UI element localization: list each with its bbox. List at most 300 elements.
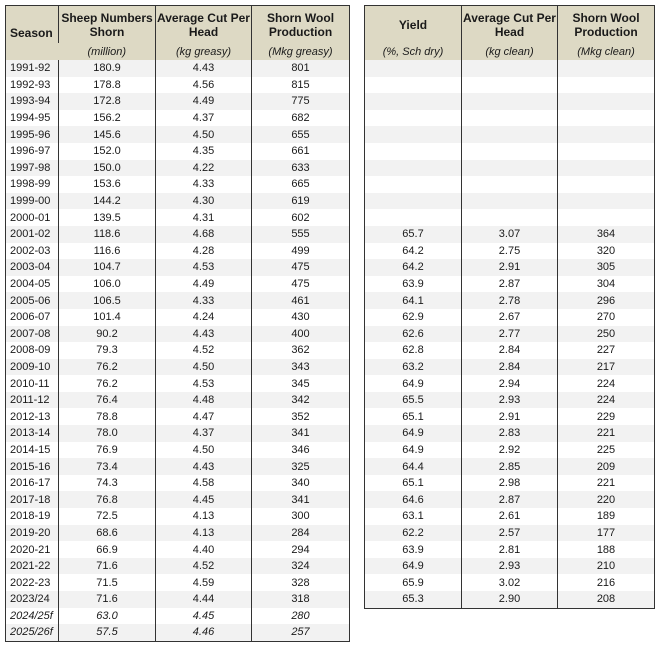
table-row — [6, 491, 350, 508]
cut-cell: 2.77 — [462, 326, 558, 343]
cut-cell: 4.33 — [156, 176, 252, 193]
season-cell: 1996-97 — [10, 145, 51, 158]
table-row — [365, 110, 655, 127]
sheep-cell: 106.5 — [59, 292, 156, 309]
sheep-cell: 101.4 — [59, 309, 156, 326]
cut-cell: 4.44 — [156, 591, 252, 608]
wool-cell: 304 — [558, 276, 655, 293]
season-cell: 1995-96 — [6, 126, 59, 143]
wool-cell — [558, 60, 655, 77]
cut-cell: 4.13 — [156, 508, 252, 525]
cut-cell: 4.43 — [156, 458, 252, 475]
season-cell: 1997-98 — [6, 160, 59, 177]
table-row — [6, 608, 350, 625]
wool-production-clean-header: Shorn Wool Production — [558, 6, 655, 44]
table-row — [6, 558, 350, 575]
season-cell: 1993-94 — [6, 93, 59, 110]
wool-cell — [558, 93, 655, 110]
table-row — [365, 126, 655, 143]
cut-cell: 4.24 — [156, 309, 252, 326]
sheep-cell: 71.5 — [59, 574, 156, 591]
season-cell: 2006-07 — [10, 311, 51, 324]
wool-cell: 341 — [252, 425, 350, 442]
season-cell: 2000-01 — [10, 211, 51, 224]
season-cell: 2013-14 — [6, 425, 59, 442]
yield-cell: 64.9 — [402, 377, 424, 390]
wool-cell: 280 — [252, 608, 350, 625]
cut-cell: 4.49 — [156, 276, 252, 293]
season-cell: 2016-17 — [10, 477, 51, 490]
table-row — [6, 359, 350, 376]
wool-cell — [558, 110, 655, 127]
wool-cell: 352 — [252, 408, 350, 425]
cut-cell: 4.13 — [156, 525, 252, 542]
yield-cell — [365, 193, 462, 210]
wool-cell: 341 — [252, 491, 350, 508]
sheep-cell: 139.5 — [59, 209, 156, 226]
wool-cell: 208 — [558, 591, 655, 608]
yield-cell — [365, 60, 462, 77]
cut-cell: 4.52 — [156, 558, 252, 575]
cut-cell: 4.30 — [156, 193, 252, 210]
wool-cell: 318 — [252, 591, 350, 608]
cut-cell: 2.84 — [462, 359, 558, 376]
cut-cell: 2.84 — [462, 342, 558, 359]
avg-cut-greasy-header: Average Cut Per Head — [156, 6, 252, 44]
cut-cell: 4.46 — [156, 624, 252, 641]
table-row — [6, 176, 350, 193]
cut-cell: 2.57 — [462, 525, 558, 542]
cut-cell: 4.45 — [156, 608, 252, 625]
table-row — [6, 458, 350, 475]
season-cell: 2024/25f — [10, 609, 53, 622]
table-row — [365, 176, 655, 193]
sheep-cell: 78.0 — [59, 425, 156, 442]
cut-cell: 2.94 — [462, 375, 558, 392]
yield-cell: 62.9 — [402, 311, 424, 324]
season-cell: 2023/24 — [6, 591, 59, 608]
cut-cell: 4.37 — [156, 110, 252, 127]
wool-cell: 343 — [252, 359, 350, 376]
wool-cell: 250 — [558, 326, 655, 343]
wool-cell: 325 — [252, 458, 350, 475]
season-header: Season — [6, 6, 59, 61]
wool-cell: 346 — [252, 442, 350, 459]
yield-cell: 64.2 — [402, 244, 424, 257]
cut-cell: 2.92 — [462, 442, 558, 459]
yield-cell: 65.1 — [402, 477, 424, 490]
sheep-cell: 76.2 — [59, 359, 156, 376]
table-row — [6, 126, 350, 143]
season-cell: 2014-15 — [10, 443, 51, 456]
sheep-cell: 76.9 — [59, 442, 156, 459]
sheep-cell: 73.4 — [59, 458, 156, 475]
wool-cell — [558, 209, 655, 226]
cut-cell: 4.43 — [156, 60, 252, 77]
cut-cell: 2.98 — [462, 475, 558, 492]
sheep-numbers-unit: (million) — [59, 43, 156, 60]
cut-cell: 4.47 — [156, 408, 252, 425]
wool-cell: 362 — [252, 342, 350, 359]
wool-cell: 270 — [558, 309, 655, 326]
wool-cell: 221 — [558, 425, 655, 442]
cut-cell: 4.33 — [156, 292, 252, 309]
yield-cell: 63.9 — [402, 543, 424, 556]
table-row — [365, 309, 655, 326]
cut-cell — [462, 143, 558, 160]
cut-cell: 2.75 — [462, 243, 558, 260]
cut-cell: 4.37 — [156, 425, 252, 442]
sheep-cell: 178.8 — [59, 77, 156, 94]
table-row — [6, 475, 350, 492]
wool-cell: 305 — [558, 259, 655, 276]
yield-cell — [365, 126, 462, 143]
cut-cell — [462, 110, 558, 127]
sheep-cell: 57.5 — [59, 624, 156, 641]
yield-cell: 64.6 — [365, 491, 462, 508]
table-row — [365, 525, 655, 542]
cut-cell: 4.52 — [156, 342, 252, 359]
wool-production-clean-unit: (Mkg clean) — [558, 43, 655, 60]
table-row — [365, 491, 655, 508]
table-row — [6, 143, 350, 160]
avg-cut-clean-unit: (kg clean) — [462, 43, 558, 60]
season-cell: 2012-13 — [10, 410, 51, 423]
wool-cell: 320 — [558, 243, 655, 260]
cut-cell: 4.53 — [156, 375, 252, 392]
yield-cell: 63.2 — [365, 359, 462, 376]
season-cell: 2015-16 — [6, 458, 59, 475]
table-row — [365, 475, 655, 492]
wool-cell: 216 — [558, 574, 655, 591]
wool-cell: 210 — [558, 558, 655, 575]
table-row — [6, 408, 350, 425]
yield-cell: 65.7 — [365, 226, 462, 243]
wool-cell — [558, 176, 655, 193]
table-row — [6, 60, 350, 77]
wool-cell: 296 — [558, 292, 655, 309]
sheep-cell: 106.0 — [59, 276, 156, 293]
cut-cell: 4.35 — [156, 143, 252, 160]
wool-cell: 220 — [558, 491, 655, 508]
cut-cell: 4.59 — [156, 574, 252, 591]
yield-cell: 62.8 — [402, 344, 424, 357]
greasy-wool-table — [5, 5, 350, 642]
cut-cell: 4.50 — [156, 359, 252, 376]
sheep-cell: 68.6 — [59, 525, 156, 542]
yield-cell: 65.3 — [365, 591, 462, 608]
wool-cell: 499 — [252, 243, 350, 260]
sheep-cell: 71.6 — [59, 558, 156, 575]
wool-cell: 555 — [252, 226, 350, 243]
sheep-cell: 104.7 — [59, 259, 156, 276]
table-row — [365, 591, 655, 608]
season-cell: 2018-19 — [10, 510, 51, 523]
season-cell: 2019-20 — [6, 525, 59, 542]
cut-cell: 2.81 — [462, 541, 558, 558]
table-row — [365, 276, 655, 293]
cut-cell: 4.48 — [156, 392, 252, 409]
table-row — [6, 624, 350, 641]
sheep-cell: 63.0 — [59, 608, 156, 625]
wool-cell: 619 — [252, 193, 350, 210]
wool-cell: 177 — [558, 525, 655, 542]
cut-cell: 3.02 — [462, 574, 558, 591]
sheep-cell: 79.3 — [59, 342, 156, 359]
table-row — [6, 508, 350, 525]
avg-cut-greasy-unit: (kg greasy) — [156, 43, 252, 60]
table-row — [6, 160, 350, 177]
table-row — [365, 193, 655, 210]
yield-header: Yield — [365, 6, 462, 44]
table-row — [6, 425, 350, 442]
table-row — [6, 292, 350, 309]
cut-cell: 4.49 — [156, 93, 252, 110]
sheep-cell: 76.4 — [59, 392, 156, 409]
table-row — [365, 259, 655, 276]
cut-cell: 2.93 — [462, 558, 558, 575]
cut-cell: 4.50 — [156, 126, 252, 143]
sheep-cell: 172.8 — [59, 93, 156, 110]
cut-cell — [462, 77, 558, 94]
season-cell: 2010-11 — [10, 377, 50, 390]
sheep-cell: 76.8 — [59, 491, 156, 508]
yield-cell: 62.2 — [365, 525, 462, 542]
table-row — [365, 77, 655, 94]
yield-cell — [365, 209, 462, 226]
table-row — [365, 226, 655, 243]
sheep-cell: 180.9 — [59, 60, 156, 77]
clean-wool-table — [364, 5, 655, 609]
wool-cell: 225 — [558, 442, 655, 459]
cut-cell: 4.58 — [156, 475, 252, 492]
sheep-cell: 144.2 — [59, 193, 156, 210]
wool-cell: 224 — [558, 375, 655, 392]
table-row — [365, 359, 655, 376]
wool-cell: 345 — [252, 375, 350, 392]
wool-cell: 461 — [252, 292, 350, 309]
table-row — [6, 276, 350, 293]
cut-cell — [462, 126, 558, 143]
cut-cell — [462, 176, 558, 193]
cut-cell: 2.61 — [462, 508, 558, 525]
yield-cell: 63.9 — [402, 278, 424, 291]
season-cell: 2007-08 — [6, 326, 59, 343]
yield-cell: 65.1 — [402, 410, 424, 423]
yield-cell: 64.4 — [365, 458, 462, 475]
yield-cell — [365, 176, 462, 193]
sheep-cell: 71.6 — [59, 591, 156, 608]
cut-cell: 2.90 — [462, 591, 558, 608]
table-row — [365, 408, 655, 425]
season-cell: 2009-10 — [6, 359, 59, 376]
season-cell: 1992-93 — [10, 78, 51, 91]
wool-cell: 257 — [252, 624, 350, 641]
table-row — [6, 541, 350, 558]
wool-cell: 340 — [252, 475, 350, 492]
cut-cell — [462, 160, 558, 177]
cut-cell: 4.43 — [156, 326, 252, 343]
wool-cell: 815 — [252, 77, 350, 94]
wool-cell: 227 — [558, 342, 655, 359]
table-row — [6, 591, 350, 608]
wool-cell: 300 — [252, 508, 350, 525]
cut-cell: 4.56 — [156, 77, 252, 94]
wool-cell: 430 — [252, 309, 350, 326]
cut-cell: 4.22 — [156, 160, 252, 177]
yield-cell: 64.9 — [402, 443, 424, 456]
table-row — [6, 226, 350, 243]
table-row — [365, 243, 655, 260]
yield-cell: 64.9 — [365, 558, 462, 575]
table-row — [365, 425, 655, 442]
season-cell: 1991-92 — [6, 60, 59, 77]
wool-cell: 324 — [252, 558, 350, 575]
sheep-cell: 150.0 — [59, 160, 156, 177]
table-row — [6, 309, 350, 326]
sheep-cell: 152.0 — [59, 143, 156, 160]
cut-cell: 2.91 — [462, 259, 558, 276]
cut-cell: 4.31 — [156, 209, 252, 226]
table-row — [365, 392, 655, 409]
table-row — [365, 209, 655, 226]
yield-cell: 64.1 — [365, 292, 462, 309]
table-row — [6, 93, 350, 110]
wool-cell: 801 — [252, 60, 350, 77]
wool-cell: 217 — [558, 359, 655, 376]
sheep-cell: 118.6 — [59, 226, 156, 243]
season-cell: 2022-23 — [10, 576, 51, 589]
table-row — [6, 259, 350, 276]
wool-production-greasy-header: Shorn Wool Production — [252, 6, 350, 44]
table-row — [6, 110, 350, 127]
wool-cell: 661 — [252, 143, 350, 160]
table-row — [6, 209, 350, 226]
wool-cell: 602 — [252, 209, 350, 226]
table-row — [6, 77, 350, 94]
wool-cell: 221 — [558, 475, 655, 492]
yield-cell: 65.5 — [365, 392, 462, 409]
table-row — [365, 160, 655, 177]
season-cell: 2005-06 — [6, 292, 59, 309]
cut-cell: 2.83 — [462, 425, 558, 442]
sheep-cell: 78.8 — [59, 408, 156, 425]
table-row — [365, 326, 655, 343]
table-row — [6, 375, 350, 392]
table-row — [6, 392, 350, 409]
table-row — [365, 342, 655, 359]
season-cell: 2008-09 — [10, 344, 51, 357]
table-row — [6, 243, 350, 260]
table-row — [6, 193, 350, 210]
table-row — [365, 93, 655, 110]
cut-cell: 4.45 — [156, 491, 252, 508]
wool-cell: 189 — [558, 508, 655, 525]
wool-cell: 633 — [252, 160, 350, 177]
table-row — [6, 442, 350, 459]
season-cell: 2001-02 — [6, 226, 59, 243]
wool-cell: 188 — [558, 541, 655, 558]
cut-cell: 4.53 — [156, 259, 252, 276]
yield-cell — [365, 93, 462, 110]
yield-cell: 63.1 — [402, 510, 424, 523]
table-row — [365, 143, 655, 160]
wool-cell: 655 — [252, 126, 350, 143]
wool-cell: 284 — [252, 525, 350, 542]
sheep-cell: 74.3 — [59, 475, 156, 492]
wool-cell: 400 — [252, 326, 350, 343]
wool-production-greasy-unit: (Mkg greasy) — [252, 43, 350, 60]
table-row — [365, 541, 655, 558]
cut-cell — [462, 209, 558, 226]
table-row — [365, 292, 655, 309]
wool-cell: 364 — [558, 226, 655, 243]
sheep-numbers-header: Sheep Numbers Shorn — [59, 6, 156, 44]
wool-cell: 224 — [558, 392, 655, 409]
cut-cell: 4.68 — [156, 226, 252, 243]
table-row — [6, 326, 350, 343]
season-cell: 2025/26f — [6, 624, 59, 641]
yield-cell — [365, 77, 462, 94]
season-cell: 1994-95 — [10, 112, 51, 125]
wool-cell: 475 — [252, 276, 350, 293]
table-row — [365, 60, 655, 77]
sheep-cell: 76.2 — [59, 375, 156, 392]
cut-cell — [462, 93, 558, 110]
yield-cell: 64.9 — [365, 425, 462, 442]
wool-cell: 775 — [252, 93, 350, 110]
wool-cell: 682 — [252, 110, 350, 127]
table-row — [6, 342, 350, 359]
season-cell: 1999-00 — [6, 193, 59, 210]
season-cell: 1998-99 — [10, 178, 51, 191]
table-row — [365, 458, 655, 475]
sheep-cell: 153.6 — [59, 176, 156, 193]
wool-cell — [558, 193, 655, 210]
wool-cell: 328 — [252, 574, 350, 591]
wool-cell — [558, 160, 655, 177]
cut-cell: 4.40 — [156, 541, 252, 558]
yield-cell: 64.2 — [365, 259, 462, 276]
season-cell: 2017-18 — [6, 491, 59, 508]
sheep-cell: 156.2 — [59, 110, 156, 127]
sheep-cell: 72.5 — [59, 508, 156, 525]
sheep-cell: 90.2 — [59, 326, 156, 343]
yield-cell — [365, 143, 462, 160]
table-row — [365, 508, 655, 525]
wool-cell: 294 — [252, 541, 350, 558]
cut-cell: 4.50 — [156, 442, 252, 459]
wool-cell — [558, 77, 655, 94]
season-cell: 2003-04 — [6, 259, 59, 276]
season-cell: 2020-21 — [10, 543, 51, 556]
wool-cell: 665 — [252, 176, 350, 193]
wool-cell — [558, 126, 655, 143]
yield-unit: (%, Sch dry) — [365, 43, 462, 60]
table-row — [365, 574, 655, 591]
cut-cell: 3.07 — [462, 226, 558, 243]
yield-cell — [365, 160, 462, 177]
season-cell: 2002-03 — [10, 244, 51, 257]
table-row — [365, 442, 655, 459]
sheep-cell: 116.6 — [59, 243, 156, 260]
wool-cell: 475 — [252, 259, 350, 276]
table-row — [365, 375, 655, 392]
yield-cell: 62.6 — [365, 326, 462, 343]
avg-cut-clean-header: Average Cut Per Head — [462, 6, 558, 44]
cut-cell — [462, 193, 558, 210]
cut-cell — [462, 60, 558, 77]
